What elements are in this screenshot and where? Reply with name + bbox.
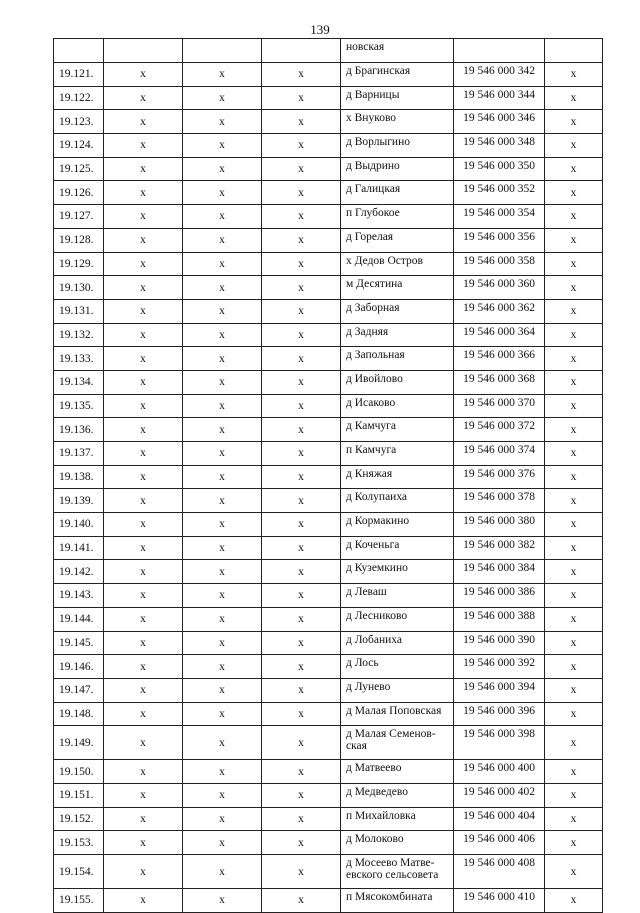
table-row: [54, 252, 603, 276]
table-row: [54, 86, 603, 110]
row-number-cell: 19.142.: [54, 560, 104, 584]
row-number-cell: 19.145.: [54, 631, 104, 655]
oktmo-code-cell: 19 546 000 348: [454, 134, 545, 158]
table-row: [54, 63, 603, 87]
table-row: [54, 831, 603, 855]
mark-cell: х: [262, 584, 341, 608]
mark-cell: х: [545, 442, 603, 466]
mark-cell: х: [104, 323, 183, 347]
row-number-cell: 19.127.: [54, 205, 104, 229]
table-cell: [262, 39, 341, 63]
settlement-name-cell: д Ворлыгино: [341, 134, 454, 158]
oktmo-code-cell: 19 546 000 362: [454, 299, 545, 323]
mark-cell: х: [183, 702, 262, 726]
mark-cell: х: [104, 276, 183, 300]
table-cell: [183, 39, 262, 63]
mark-cell: х: [183, 252, 262, 276]
mark-cell: х: [104, 726, 183, 760]
mark-cell: х: [183, 157, 262, 181]
oktmo-code-cell: 19 546 000 388: [454, 607, 545, 631]
settlement-name-cell: д Медведево: [341, 783, 454, 807]
row-number-cell: 19.132.: [54, 323, 104, 347]
settlement-table: [53, 38, 603, 913]
mark-cell: х: [545, 726, 603, 760]
oktmo-code-cell: 19 546 000 366: [454, 347, 545, 371]
mark-cell: х: [104, 807, 183, 831]
continuation-row: [54, 39, 603, 63]
oktmo-code-cell: 19 546 000 392: [454, 655, 545, 679]
mark-cell: х: [545, 63, 603, 87]
mark-cell: х: [183, 631, 262, 655]
settlement-name-cell: д Горелая: [341, 228, 454, 252]
oktmo-code-cell: 19 546 000 384: [454, 560, 545, 584]
mark-cell: х: [183, 678, 262, 702]
oktmo-code-cell: 19 546 000 356: [454, 228, 545, 252]
mark-cell: х: [183, 726, 262, 760]
mark-cell: х: [262, 855, 341, 889]
row-number-cell: 19.144.: [54, 607, 104, 631]
mark-cell: х: [183, 584, 262, 608]
oktmo-code-cell: 19 546 000 410: [454, 889, 545, 913]
row-number-cell: 19.122.: [54, 86, 104, 110]
mark-cell: х: [545, 134, 603, 158]
mark-cell: х: [183, 181, 262, 205]
row-number-cell: 19.152.: [54, 807, 104, 831]
table-cell: [104, 39, 183, 63]
settlement-name-cell: д Галицкая: [341, 181, 454, 205]
mark-cell: х: [262, 394, 341, 418]
table-row: [54, 807, 603, 831]
table-row: [54, 299, 603, 323]
oktmo-code-cell: 19 546 000 378: [454, 489, 545, 513]
oktmo-code-cell: 19 546 000 342: [454, 63, 545, 87]
settlement-name-cell: д Брагинская: [341, 63, 454, 87]
mark-cell: х: [104, 205, 183, 229]
mark-cell: х: [183, 489, 262, 513]
mark-cell: х: [104, 181, 183, 205]
table-row: [54, 726, 603, 760]
oktmo-code-cell: 19 546 000 368: [454, 370, 545, 394]
mark-cell: х: [262, 831, 341, 855]
mark-cell: х: [104, 702, 183, 726]
oktmo-code-cell: 19 546 000 364: [454, 323, 545, 347]
mark-cell: х: [183, 760, 262, 784]
table-row: [54, 607, 603, 631]
table-cell: [545, 39, 603, 63]
mark-cell: х: [183, 855, 262, 889]
table-row: [54, 889, 603, 913]
mark-cell: х: [262, 110, 341, 134]
row-number-cell: 19.123.: [54, 110, 104, 134]
row-number-cell: 19.134.: [54, 370, 104, 394]
settlement-name-cell: д Княжая: [341, 465, 454, 489]
mark-cell: х: [262, 560, 341, 584]
mark-cell: х: [183, 347, 262, 371]
mark-cell: х: [545, 205, 603, 229]
mark-cell: х: [183, 323, 262, 347]
settlement-name-cell: новская: [341, 39, 454, 63]
table-row: [54, 110, 603, 134]
mark-cell: х: [262, 655, 341, 679]
table-row: [54, 134, 603, 158]
mark-cell: х: [183, 370, 262, 394]
table-row: [54, 678, 603, 702]
oktmo-code-cell: 19 546 000 370: [454, 394, 545, 418]
settlement-name-cell: п Михайловка: [341, 807, 454, 831]
row-number-cell: 19.133.: [54, 347, 104, 371]
mark-cell: х: [545, 299, 603, 323]
settlement-name-cell: д Малая Поповская: [341, 702, 454, 726]
row-number-cell: 19.143.: [54, 584, 104, 608]
oktmo-code-cell: 19 546 000 372: [454, 418, 545, 442]
row-number-cell: 19.129.: [54, 252, 104, 276]
table-row: [54, 181, 603, 205]
oktmo-code-cell: 19 546 000 344: [454, 86, 545, 110]
mark-cell: х: [104, 655, 183, 679]
mark-cell: х: [183, 465, 262, 489]
oktmo-code-cell: 19 546 000 404: [454, 807, 545, 831]
table-row: [54, 276, 603, 300]
oktmo-code-cell: 19 546 000 402: [454, 783, 545, 807]
row-number-cell: 19.137.: [54, 442, 104, 466]
mark-cell: х: [183, 536, 262, 560]
oktmo-code-cell: 19 546 000 346: [454, 110, 545, 134]
mark-cell: х: [262, 323, 341, 347]
settlement-name-cell: д Исаково: [341, 394, 454, 418]
settlement-name-cell: д Лунево: [341, 678, 454, 702]
mark-cell: х: [262, 370, 341, 394]
mark-cell: х: [183, 276, 262, 300]
mark-cell: х: [545, 807, 603, 831]
oktmo-code-cell: 19 546 000 394: [454, 678, 545, 702]
table-row: [54, 489, 603, 513]
mark-cell: х: [262, 702, 341, 726]
mark-cell: х: [104, 760, 183, 784]
mark-cell: х: [262, 134, 341, 158]
mark-cell: х: [262, 489, 341, 513]
mark-cell: х: [262, 442, 341, 466]
settlement-name-cell: д Заборная: [341, 299, 454, 323]
table-row: [54, 228, 603, 252]
mark-cell: х: [183, 394, 262, 418]
table-cell: [454, 39, 545, 63]
mark-cell: х: [262, 726, 341, 760]
row-number-cell: 19.151.: [54, 783, 104, 807]
table-row: [54, 702, 603, 726]
mark-cell: х: [545, 347, 603, 371]
mark-cell: х: [262, 783, 341, 807]
mark-cell: х: [545, 702, 603, 726]
row-number-cell: 19.148.: [54, 702, 104, 726]
mark-cell: х: [545, 536, 603, 560]
mark-cell: х: [545, 783, 603, 807]
mark-cell: х: [262, 889, 341, 913]
settlement-name-cell: м Десятина: [341, 276, 454, 300]
mark-cell: х: [104, 110, 183, 134]
table-row: [54, 584, 603, 608]
mark-cell: х: [183, 560, 262, 584]
mark-cell: х: [104, 299, 183, 323]
row-number-cell: 19.139.: [54, 489, 104, 513]
table-row: [54, 465, 603, 489]
oktmo-code-cell: 19 546 000 376: [454, 465, 545, 489]
mark-cell: х: [545, 252, 603, 276]
settlement-name-cell: д Малая Семенов-ская: [341, 726, 454, 760]
mark-cell: х: [262, 252, 341, 276]
mark-cell: х: [104, 631, 183, 655]
settlement-name-cell: д Молоково: [341, 831, 454, 855]
mark-cell: х: [545, 678, 603, 702]
table-row: [54, 442, 603, 466]
row-number-cell: 19.141.: [54, 536, 104, 560]
mark-cell: х: [104, 465, 183, 489]
row-number-cell: 19.147.: [54, 678, 104, 702]
mark-cell: х: [545, 323, 603, 347]
settlement-name-cell: д Варницы: [341, 86, 454, 110]
mark-cell: х: [262, 807, 341, 831]
row-number-cell: 19.150.: [54, 760, 104, 784]
mark-cell: х: [545, 889, 603, 913]
row-number-cell: 19.155.: [54, 889, 104, 913]
mark-cell: х: [183, 442, 262, 466]
mark-cell: х: [545, 370, 603, 394]
settlement-name-cell: х Внуково: [341, 110, 454, 134]
settlement-name-cell: д Мосеево Матве-евского сельсовета: [341, 855, 454, 889]
mark-cell: х: [183, 607, 262, 631]
mark-cell: х: [104, 560, 183, 584]
table-row: [54, 855, 603, 889]
mark-cell: х: [104, 63, 183, 87]
table-row: [54, 631, 603, 655]
mark-cell: х: [545, 228, 603, 252]
mark-cell: х: [104, 513, 183, 537]
settlement-name-cell: д Куземкино: [341, 560, 454, 584]
settlement-name-cell: д Лобаниха: [341, 631, 454, 655]
mark-cell: х: [183, 63, 262, 87]
table-row: [54, 760, 603, 784]
oktmo-code-cell: 19 546 000 380: [454, 513, 545, 537]
table-cell: [54, 39, 104, 63]
mark-cell: х: [104, 855, 183, 889]
mark-cell: х: [545, 631, 603, 655]
mark-cell: х: [262, 631, 341, 655]
mark-cell: х: [262, 678, 341, 702]
page-number: 139: [310, 22, 330, 37]
oktmo-code-cell: 19 546 000 386: [454, 584, 545, 608]
oktmo-code-cell: 19 546 000 358: [454, 252, 545, 276]
row-number-cell: 19.154.: [54, 855, 104, 889]
mark-cell: х: [183, 513, 262, 537]
row-number-cell: 19.138.: [54, 465, 104, 489]
table-row: [54, 157, 603, 181]
mark-cell: х: [545, 855, 603, 889]
settlement-name-cell: д Коченьга: [341, 536, 454, 560]
oktmo-code-cell: 19 546 000 390: [454, 631, 545, 655]
mark-cell: х: [104, 86, 183, 110]
mark-cell: х: [262, 157, 341, 181]
mark-cell: х: [183, 86, 262, 110]
row-number-cell: 19.140.: [54, 513, 104, 537]
table-row: [54, 370, 603, 394]
mark-cell: х: [262, 228, 341, 252]
mark-cell: х: [262, 465, 341, 489]
table-row: [54, 418, 603, 442]
settlement-name-cell: д Выдрино: [341, 157, 454, 181]
mark-cell: х: [545, 110, 603, 134]
mark-cell: х: [104, 831, 183, 855]
mark-cell: х: [104, 252, 183, 276]
settlement-name-cell: д Леваш: [341, 584, 454, 608]
mark-cell: х: [104, 134, 183, 158]
table-row: [54, 513, 603, 537]
settlement-name-cell: п Мясокомбината: [341, 889, 454, 913]
mark-cell: х: [183, 228, 262, 252]
settlement-name-cell: д Камчуга: [341, 418, 454, 442]
mark-cell: х: [262, 63, 341, 87]
mark-cell: х: [262, 347, 341, 371]
mark-cell: х: [104, 536, 183, 560]
mark-cell: х: [104, 489, 183, 513]
oktmo-code-cell: 19 546 000 406: [454, 831, 545, 855]
mark-cell: х: [104, 370, 183, 394]
mark-cell: х: [104, 678, 183, 702]
table-row: [54, 347, 603, 371]
mark-cell: х: [183, 831, 262, 855]
mark-cell: х: [262, 607, 341, 631]
settlement-name-cell: д Лось: [341, 655, 454, 679]
settlement-name-cell: д Лесниково: [341, 607, 454, 631]
settlement-name-cell: х Дедов Остров: [341, 252, 454, 276]
mark-cell: х: [183, 299, 262, 323]
row-number-cell: 19.149.: [54, 726, 104, 760]
mark-cell: х: [104, 157, 183, 181]
mark-cell: х: [545, 276, 603, 300]
oktmo-code-cell: 19 546 000 400: [454, 760, 545, 784]
oktmo-code-cell: 19 546 000 350: [454, 157, 545, 181]
mark-cell: х: [545, 157, 603, 181]
mark-cell: х: [262, 299, 341, 323]
mark-cell: х: [104, 889, 183, 913]
mark-cell: х: [183, 110, 262, 134]
row-number-cell: 19.121.: [54, 63, 104, 87]
oktmo-code-cell: 19 546 000 398: [454, 726, 545, 760]
table-row: [54, 536, 603, 560]
mark-cell: х: [183, 889, 262, 913]
mark-cell: х: [183, 655, 262, 679]
mark-cell: х: [262, 86, 341, 110]
settlement-name-cell: д Запольная: [341, 347, 454, 371]
mark-cell: х: [262, 536, 341, 560]
mark-cell: х: [545, 831, 603, 855]
mark-cell: х: [104, 584, 183, 608]
settlement-name-cell: п Камчуга: [341, 442, 454, 466]
mark-cell: х: [545, 513, 603, 537]
mark-cell: х: [545, 655, 603, 679]
mark-cell: х: [545, 394, 603, 418]
mark-cell: х: [545, 181, 603, 205]
settlement-name-cell: д Кормакино: [341, 513, 454, 537]
table-row: [54, 323, 603, 347]
mark-cell: х: [545, 584, 603, 608]
row-number-cell: 19.130.: [54, 276, 104, 300]
mark-cell: х: [104, 783, 183, 807]
oktmo-code-cell: 19 546 000 374: [454, 442, 545, 466]
mark-cell: х: [183, 807, 262, 831]
mark-cell: х: [104, 394, 183, 418]
row-number-cell: 19.146.: [54, 655, 104, 679]
mark-cell: х: [183, 134, 262, 158]
oktmo-code-cell: 19 546 000 352: [454, 181, 545, 205]
table-row: [54, 205, 603, 229]
mark-cell: х: [104, 347, 183, 371]
oktmo-code-cell: 19 546 000 396: [454, 702, 545, 726]
row-number-cell: 19.124.: [54, 134, 104, 158]
mark-cell: х: [262, 205, 341, 229]
oktmo-code-cell: 19 546 000 354: [454, 205, 545, 229]
mark-cell: х: [262, 276, 341, 300]
mark-cell: х: [545, 86, 603, 110]
oktmo-code-cell: 19 546 000 382: [454, 536, 545, 560]
row-number-cell: 19.131.: [54, 299, 104, 323]
mark-cell: х: [262, 181, 341, 205]
mark-cell: х: [262, 760, 341, 784]
mark-cell: х: [545, 760, 603, 784]
settlement-name-cell: д Матвеево: [341, 760, 454, 784]
settlement-name-cell: д Колупаиха: [341, 489, 454, 513]
table-row: [54, 394, 603, 418]
mark-cell: х: [104, 228, 183, 252]
settlement-name-cell: п Глубокое: [341, 205, 454, 229]
row-number-cell: 19.126.: [54, 181, 104, 205]
table-row: [54, 655, 603, 679]
mark-cell: х: [183, 205, 262, 229]
table-row: [54, 783, 603, 807]
mark-cell: х: [545, 489, 603, 513]
row-number-cell: 19.128.: [54, 228, 104, 252]
row-number-cell: 19.135.: [54, 394, 104, 418]
settlement-name-cell: д Ивойлово: [341, 370, 454, 394]
mark-cell: х: [545, 607, 603, 631]
mark-cell: х: [545, 465, 603, 489]
mark-cell: х: [183, 783, 262, 807]
mark-cell: х: [104, 607, 183, 631]
mark-cell: х: [183, 418, 262, 442]
mark-cell: х: [545, 560, 603, 584]
mark-cell: х: [262, 418, 341, 442]
mark-cell: х: [104, 418, 183, 442]
row-number-cell: 19.125.: [54, 157, 104, 181]
row-number-cell: 19.153.: [54, 831, 104, 855]
row-number-cell: 19.136.: [54, 418, 104, 442]
mark-cell: х: [545, 418, 603, 442]
oktmo-code-cell: 19 546 000 360: [454, 276, 545, 300]
oktmo-code-cell: 19 546 000 408: [454, 855, 545, 889]
settlement-name-cell: д Задняя: [341, 323, 454, 347]
table-row: [54, 560, 603, 584]
mark-cell: х: [104, 442, 183, 466]
mark-cell: х: [262, 513, 341, 537]
